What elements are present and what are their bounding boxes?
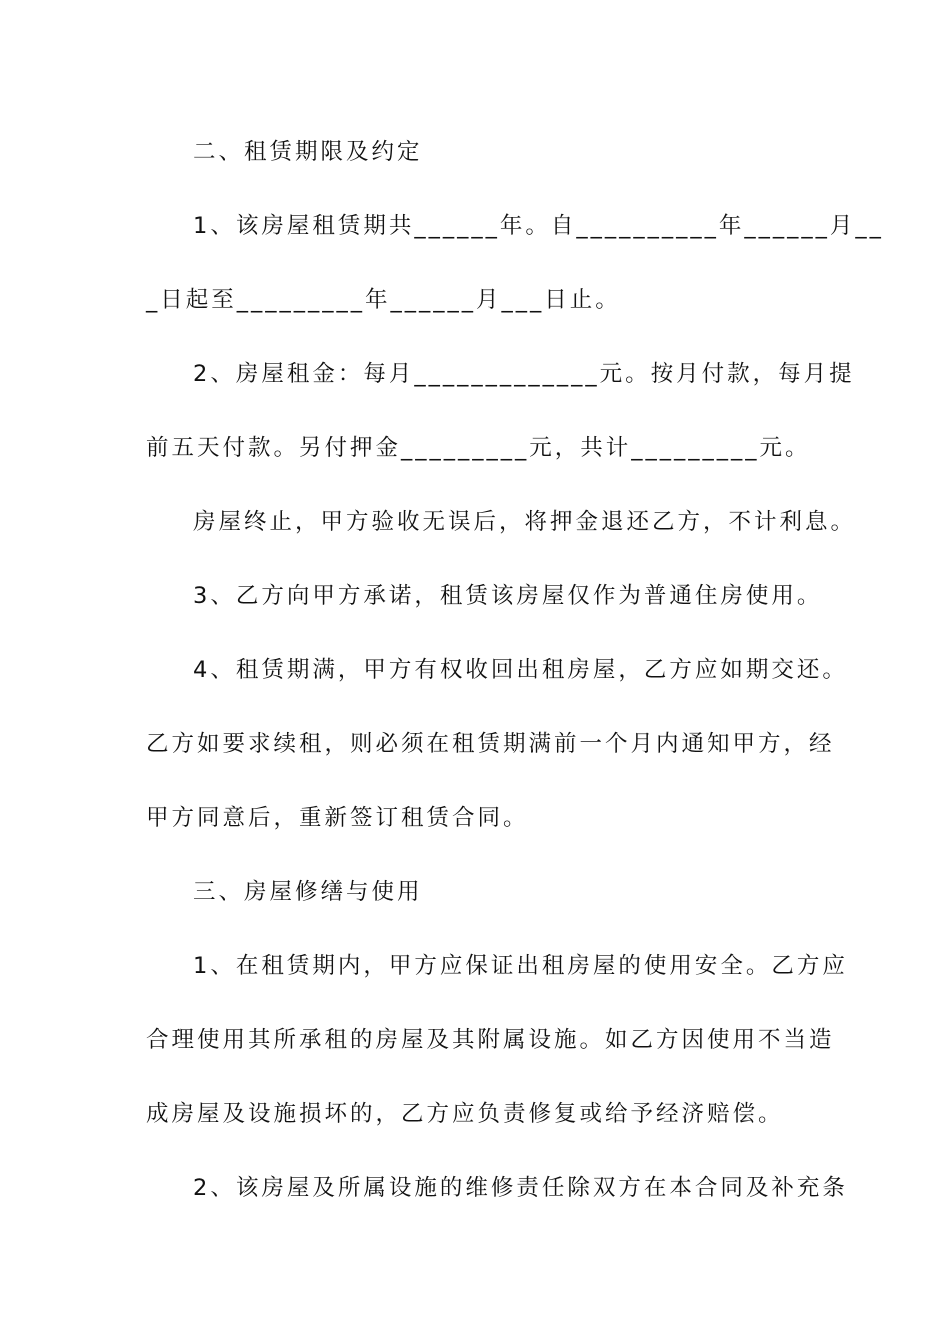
paragraph-line: 成房屋及设施损坏的，乙方应负责修复或给予经济赔偿。	[146, 1101, 784, 1127]
paragraph-line: 2、该房屋及所属设施的维修责任除双方在本合同及补充条	[193, 1175, 848, 1201]
paragraph-line: 4、租赁期满，甲方有权收回出租房屋，乙方应如期交还。	[193, 657, 848, 683]
paragraph-line: 房屋终止，甲方验收无误后，将押金退还乙方，不计利息。	[193, 509, 857, 535]
paragraph-line: 1、在租赁期内，甲方应保证出租房屋的使用安全。乙方应	[193, 953, 848, 979]
section-heading-repair-use: 三、房屋修缮与使用	[193, 879, 423, 905]
paragraph-line: 乙方如要求续租，则必须在租赁期满前一个月内通知甲方，经	[146, 731, 835, 757]
paragraph-line: _日起至_________年______月___日止。	[146, 287, 621, 313]
paragraph-line: 3、乙方向甲方承诺，租赁该房屋仅作为普通住房使用。	[193, 583, 823, 609]
paragraph-line: 前五天付款。另付押金_________元，共计_________元。	[146, 435, 811, 461]
paragraph-line: 1、该房屋租赁期共______年。自__________年______月__	[193, 213, 884, 239]
paragraph-line: 甲方同意后，重新签订租赁合同。	[146, 805, 529, 831]
paragraph-line: 2、房屋租金：每月_____________元。按月付款，每月提	[193, 361, 855, 387]
paragraph-line: 合理使用其所承租的房屋及其附属设施。如乙方因使用不当造	[146, 1027, 835, 1053]
section-heading-lease-term: 二、租赁期限及约定	[193, 139, 423, 165]
